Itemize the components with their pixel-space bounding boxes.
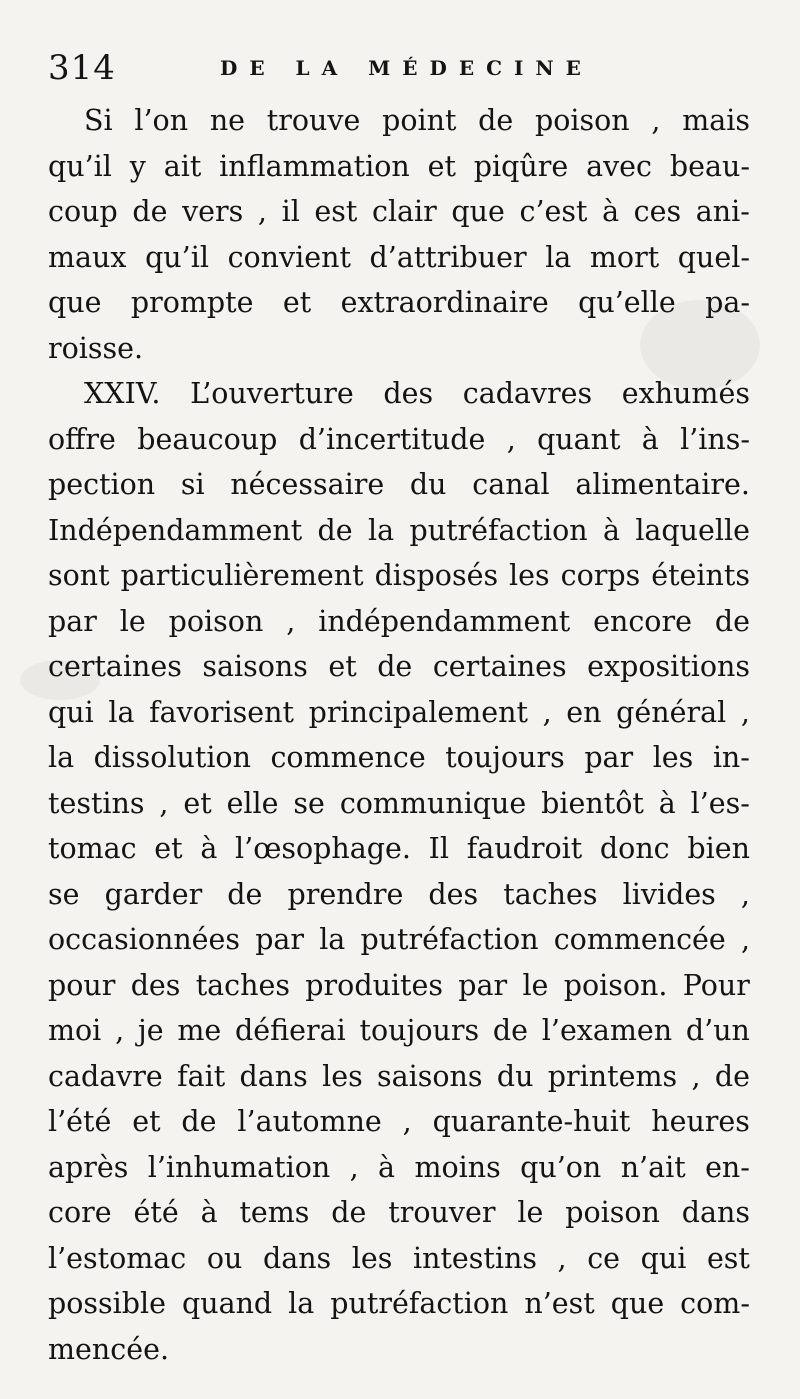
word: ce (587, 1241, 621, 1275)
word: les (652, 741, 694, 774)
word: point (382, 104, 457, 137)
word: ait (163, 149, 202, 183)
word: corps (560, 559, 641, 592)
text-line (48, 280, 750, 326)
word: alimentaire. (575, 468, 750, 501)
word: ani- (695, 195, 750, 228)
word: L’ouverture (190, 377, 354, 410)
text-line (48, 872, 750, 918)
word: poison (168, 604, 264, 638)
word: Pour (682, 968, 750, 1002)
word: n’est (524, 1287, 595, 1320)
word: à (641, 422, 659, 456)
word: et (427, 149, 456, 183)
text-line (48, 144, 750, 190)
word: le (517, 1196, 544, 1229)
word: , (651, 104, 661, 137)
word: vers (182, 195, 244, 228)
word: XXIV. (84, 377, 161, 410)
word: et (183, 786, 212, 820)
text-line (48, 189, 750, 235)
text-line (48, 1008, 750, 1054)
word: le (522, 968, 549, 1002)
word: , (115, 1014, 125, 1047)
word: communique (339, 786, 527, 820)
word: saisons (377, 1059, 483, 1093)
word: roisse. (48, 331, 144, 365)
word: dans (262, 1241, 332, 1275)
word: et (328, 650, 357, 683)
word: que (48, 286, 102, 319)
word: l’inhumation (147, 1150, 331, 1184)
word: moi (48, 1014, 102, 1047)
word: maux (48, 240, 127, 274)
word: Indépendamment (48, 513, 303, 547)
word: l’on (134, 104, 189, 137)
word: des (428, 877, 479, 911)
word: que (451, 195, 505, 228)
word: le (119, 604, 146, 638)
word: après (48, 1150, 129, 1184)
word: , (557, 1241, 567, 1275)
word: mort (589, 240, 660, 274)
word: se (48, 877, 80, 911)
word: la (108, 695, 135, 729)
word: produites (305, 968, 443, 1002)
word: core (48, 1196, 112, 1229)
text-line (48, 963, 750, 1009)
word: pour (48, 968, 116, 1002)
word: à (658, 786, 676, 820)
word: la (319, 923, 346, 956)
word: l’estomac (48, 1241, 187, 1275)
word: l’ins- (680, 422, 750, 456)
word: défierai (235, 1014, 346, 1047)
word: , (740, 695, 750, 729)
word: à (200, 832, 218, 865)
word: saisons (202, 650, 308, 683)
word: trouver (388, 1196, 496, 1229)
text-line (48, 98, 750, 144)
word: de (331, 1196, 367, 1229)
word: avec (586, 149, 653, 183)
word: dissolution (93, 741, 251, 774)
word: de (181, 1105, 217, 1138)
text-line (48, 553, 750, 599)
word: la (288, 1287, 315, 1320)
word: mais (682, 104, 750, 137)
word: heures (651, 1105, 750, 1138)
word: et (154, 832, 183, 865)
word: beau- (669, 149, 750, 183)
page-header (48, 42, 748, 94)
word: , (740, 877, 750, 911)
word: l’es- (690, 786, 750, 820)
word: moins (414, 1150, 501, 1184)
word: d’attribuer (369, 240, 527, 274)
word: extraordinaire (340, 286, 549, 319)
word: la (545, 240, 572, 274)
word: favorisent (149, 695, 294, 729)
word: de (478, 104, 514, 137)
text-line (48, 1190, 750, 1236)
word: clair (371, 195, 437, 228)
word: et (282, 286, 312, 319)
word: sont (48, 559, 110, 592)
word: en- (705, 1150, 750, 1184)
word: des (130, 968, 181, 1002)
word: de (227, 877, 263, 911)
word: disposés (374, 559, 499, 592)
word: piqûre (473, 149, 569, 183)
word: garder (104, 877, 203, 911)
word: toujours (445, 741, 565, 774)
word: fait (177, 1059, 226, 1093)
word: les (351, 1241, 393, 1275)
text-line (48, 1281, 750, 1327)
word: quand (181, 1287, 273, 1320)
word: par (48, 604, 97, 638)
word: de (714, 604, 750, 638)
text-line (48, 417, 750, 463)
word: n’ait (620, 1150, 686, 1184)
word: convient (227, 240, 351, 274)
word: est (706, 1241, 750, 1275)
word: commence (270, 741, 426, 774)
word: , (286, 604, 296, 638)
word: laquelle (635, 513, 750, 547)
word: à (378, 1150, 396, 1184)
word: l’automne (237, 1105, 382, 1138)
word: général (616, 695, 727, 729)
word: me (177, 1014, 222, 1047)
word: l’été (48, 1105, 112, 1138)
running-head: DE LA MÉDECINE (220, 56, 593, 80)
word: , (542, 695, 552, 729)
word: commencée (553, 923, 726, 956)
word: com- (680, 1287, 750, 1320)
word: cadavres (462, 377, 593, 410)
word: particulièrement (120, 559, 364, 592)
word: se (293, 786, 325, 820)
word: les (509, 559, 550, 592)
word: c’est (519, 195, 588, 228)
word: faudroit (466, 832, 583, 865)
word: , (691, 1059, 701, 1093)
word: je (137, 1014, 164, 1047)
word: y (129, 149, 146, 183)
word: du (409, 468, 447, 501)
word: offre (48, 422, 116, 456)
word: beaucoup (137, 422, 278, 456)
word: du (496, 1059, 534, 1093)
word: tems (239, 1196, 310, 1229)
text-line (48, 599, 750, 645)
word: Il (428, 832, 450, 865)
word: à (602, 195, 620, 228)
word: indépendamment (318, 604, 571, 638)
word: qui (640, 1241, 687, 1275)
text-line (48, 462, 750, 508)
word: expositions (587, 650, 750, 683)
word: qu’il (145, 240, 209, 274)
word: par (458, 968, 508, 1002)
word: , (257, 195, 267, 228)
word: ne (209, 104, 246, 137)
word: encore (593, 604, 692, 638)
word: de (317, 513, 353, 547)
text-line (48, 326, 750, 372)
word: Si (84, 104, 113, 137)
word: été (133, 1196, 179, 1229)
word: donc (599, 832, 670, 865)
word: bien (687, 832, 750, 865)
word: mencée. (48, 1332, 169, 1366)
text-line (48, 1327, 750, 1373)
word: poison (535, 104, 630, 137)
word: de (492, 1014, 528, 1047)
text-line (48, 235, 750, 281)
word: par (255, 923, 305, 956)
text-line (48, 735, 750, 781)
word: , (159, 786, 169, 820)
word: est (314, 195, 358, 228)
word: l’œsophage. (235, 832, 411, 865)
word: trouve (266, 104, 361, 137)
word: de (377, 650, 413, 683)
word: putréfaction (409, 513, 588, 547)
word: de (714, 1059, 750, 1093)
word: printems (547, 1059, 678, 1093)
text-line (48, 1236, 750, 1282)
word: qu’il (48, 149, 112, 183)
word: pection (48, 468, 156, 501)
word: d’incertitude (298, 422, 486, 456)
text-line (48, 917, 750, 963)
word: taches (503, 877, 598, 911)
word: coup (48, 195, 118, 228)
word: inflammation (219, 149, 410, 183)
text-line (48, 690, 750, 736)
word: bientôt (541, 786, 644, 820)
word: la (48, 741, 75, 774)
word: certaines (48, 650, 182, 683)
word: les (322, 1059, 363, 1093)
word: principalement (308, 695, 528, 729)
word: canal (472, 468, 550, 501)
word: en (566, 695, 602, 729)
word: taches (195, 968, 290, 1002)
word: dans (681, 1196, 750, 1229)
word: poison. (563, 968, 668, 1002)
word: à (602, 513, 620, 547)
word: , (402, 1105, 412, 1138)
word: pa- (705, 286, 750, 319)
word: quel- (677, 240, 750, 274)
text-line (48, 826, 750, 872)
word: si (180, 468, 205, 501)
word: testins (48, 786, 145, 820)
word: putréfaction (330, 1287, 509, 1320)
word: exhumés (621, 377, 750, 410)
word: éteints (651, 559, 750, 592)
word: toujours (359, 1014, 480, 1047)
word: de (132, 195, 168, 228)
word: la (368, 513, 395, 547)
word: cadavre (48, 1059, 163, 1093)
word: certaines (432, 650, 567, 683)
word: in- (712, 741, 750, 774)
word: à (200, 1196, 218, 1229)
word: ces (633, 195, 682, 228)
word: intestins (412, 1241, 537, 1275)
text-line (48, 1054, 750, 1100)
word: dans (239, 1059, 308, 1093)
word: il (281, 195, 300, 228)
word: qu’on (520, 1150, 602, 1184)
page-number: 314 (48, 48, 116, 88)
word: qui (48, 695, 94, 729)
word: ou (206, 1241, 243, 1275)
word: qu’elle (578, 286, 676, 319)
text-line (48, 781, 750, 827)
text-line (48, 371, 750, 417)
word: des (383, 377, 434, 410)
word: poison (565, 1196, 660, 1229)
word: livides (622, 877, 716, 911)
word: , (349, 1150, 359, 1184)
word: possible (48, 1287, 166, 1320)
word: l’examen (541, 1014, 673, 1047)
text-line (48, 508, 750, 554)
word: d’un (685, 1014, 750, 1047)
word: occasionnées (48, 923, 241, 956)
body-text (48, 98, 750, 1372)
word: tomac (48, 832, 137, 865)
word: putréfaction (360, 923, 539, 956)
word: elle (226, 786, 279, 820)
word: prompte (130, 286, 254, 319)
text-line (48, 1099, 750, 1145)
word: , (506, 422, 516, 456)
text-line (48, 1145, 750, 1191)
word: nécessaire (230, 468, 385, 501)
word: quant (537, 422, 621, 456)
word: et (132, 1105, 161, 1138)
word: par (584, 741, 634, 774)
word: , (740, 923, 750, 956)
word: prendre (287, 877, 404, 911)
word: quarante-huit (432, 1105, 631, 1138)
text-line (48, 644, 750, 690)
word: que (610, 1287, 665, 1320)
